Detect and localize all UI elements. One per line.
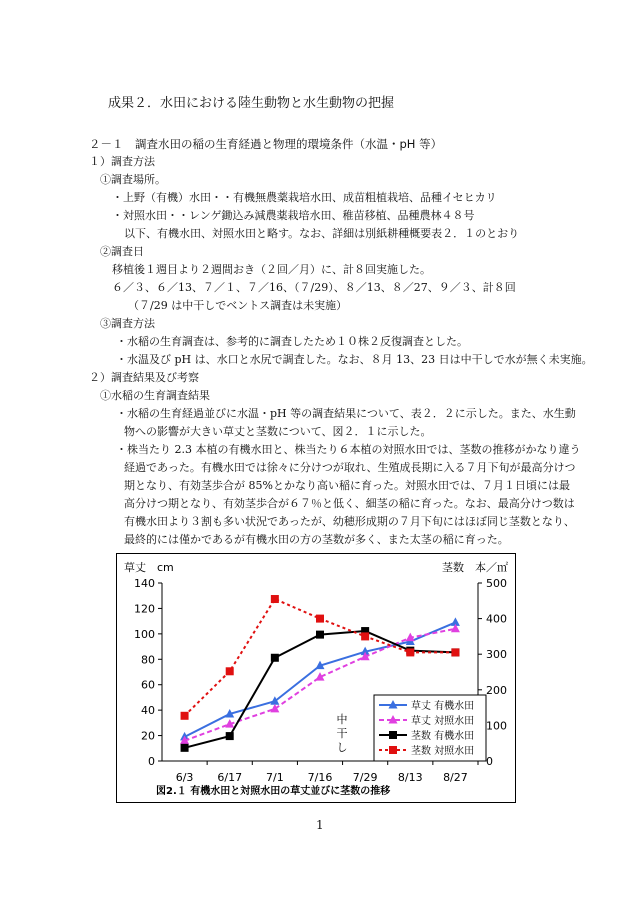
right-tick-label: 0: [486, 755, 493, 768]
right-tick-label: 300: [486, 648, 507, 662]
text-line: ・水稲の生育経過並びに水温・pH 等の調査結果について、表２．２に示した。また、水生動: [116, 407, 576, 420]
legend-label: 草丈 有機水田: [411, 701, 475, 712]
text-line: 期となり、有効茎歩合が 85%とかなり高い稲に育った。対照水田では、７月１日頃には最: [124, 479, 570, 492]
right-axis-title: 茎数 本／㎡: [442, 561, 508, 574]
text-line: ・株当たり 2.3 本植の有機水田と、株当たり６本植の対照水田では、茎数の推移がかなり違う: [116, 443, 581, 456]
page-number: 1: [316, 818, 324, 832]
data-point-square: [181, 712, 189, 720]
left-tick-label: 100: [134, 627, 155, 641]
subheading-method: ③調査方法: [100, 317, 155, 330]
data-point-square: [451, 648, 459, 656]
legend-label: 茎数 対照水田: [411, 746, 475, 757]
right-tick-label: 500: [486, 577, 507, 590]
growth-chart: [116, 553, 516, 803]
data-point-square: [181, 744, 189, 752]
subheading-dates: ②調査日: [100, 245, 144, 258]
page-title: 成果２．水田における陸生動物と水生動物の把握: [108, 96, 395, 111]
data-point-square: [316, 631, 324, 639]
left-axis-title: 草丈 cm: [124, 561, 174, 574]
left-tick-label: 60: [141, 678, 155, 692]
legend-label: 草丈 対照水田: [411, 716, 475, 727]
section-heading: ２－１ 調査水田の稲の生育経過と物理的環境条件（水温・pH 等）: [89, 137, 443, 151]
subheading-growth: ①水稲の生育調査結果: [100, 389, 210, 402]
x-tick-label: 7/29: [352, 771, 378, 784]
right-tick-label: 200: [486, 683, 507, 697]
text-line: ・上野（有機）水田・・有機無農薬栽培水田、成苗粗植栽培、品種イセヒカリ: [112, 191, 497, 204]
subheading-location: ①調査場所。: [100, 173, 166, 186]
x-tick-label: 7/1: [266, 771, 284, 784]
x-tick-label: 6/17: [217, 771, 243, 784]
left-tick-label: 80: [141, 653, 155, 667]
data-point-square: [271, 595, 279, 603]
text-line: ・対照水田・・レンゲ鋤込み減農薬栽培水田、稚苗移植、品種農林４８号: [112, 209, 475, 222]
text-line: ・水稲の生育調査は、参考的に調査したため１０株２反復調査とした。: [116, 335, 468, 348]
text-line: 高分けつ期となり、有効茎歩合が６７％と低く、細茎の稲に育った。なお、最高分けつ数は: [124, 497, 575, 510]
annotation-char: 干: [336, 727, 348, 740]
data-point-square: [271, 654, 279, 662]
x-tick-label: 8/27: [443, 771, 468, 784]
data-point-square: [226, 732, 234, 740]
x-tick-label: 6/3: [175, 771, 194, 784]
heading-results: ２）調査結果及び考察: [89, 371, 199, 384]
left-tick-label: 20: [141, 729, 155, 743]
left-tick-label: 120: [134, 602, 155, 616]
data-point-square: [406, 648, 414, 656]
annotation-char: し: [336, 741, 348, 754]
left-tick-label: 140: [134, 577, 155, 590]
text-line: 以下、有機水田、対照水田と略す。なお、詳細は別紙耕種概要表２．１のとおり: [124, 227, 520, 240]
text-line: 物への影響が大きい草丈と茎数について、図２．１に示した。: [124, 425, 432, 438]
heading-methods: １）調査方法: [89, 155, 155, 168]
text-line: ６／３、６／13、７／１、７／16、（７/29）、８／13、８／27、９／３、計８回: [112, 281, 516, 294]
text-line: （７/29 は中干しでベントス調査は未実施）: [128, 299, 348, 312]
annotation-char: 中: [336, 713, 348, 726]
right-tick-label: 100: [486, 719, 507, 733]
right-tick-label: 400: [486, 612, 507, 626]
chart-frame: [117, 554, 516, 803]
x-tick-label: 7/16: [307, 771, 333, 784]
text-line: 最終的には僅かであるが有機水田の方の茎数が多く、また太茎の稲に育った。: [124, 533, 509, 546]
left-tick-label: 40: [141, 704, 155, 718]
legend-swatch-marker: [389, 731, 397, 739]
text-line: 有機水田より３割も多い状況であったが、幼穂形成期の７月下旬にはほぼ同じ茎数となり、: [124, 515, 575, 528]
text-line: 移植後１週目より２週間おき（２回／月）に、計８回実施した。: [112, 263, 431, 276]
x-tick-label: 8/13: [397, 771, 423, 784]
chart-caption: 図2.１ 有機水田と対照水田の草丈並びに茎数の推移: [156, 786, 391, 797]
data-point-square: [361, 632, 369, 640]
data-point-square: [226, 667, 234, 675]
legend-label: 茎数 有機水田: [411, 731, 475, 742]
left-tick-label: 0: [148, 755, 155, 768]
data-point-square: [316, 615, 324, 623]
text-line: ・水温及び pH は、水口と水尻で調査した。なお、８月 13、23 日は中干しで水が無く未実施。: [116, 353, 593, 366]
growth-chart-svg: [116, 553, 516, 803]
text-line: 経過であった。有機水田では徐々に分けつが取れ、生殖成長期に入る７月下旬が最高分けつ: [124, 461, 576, 474]
legend-swatch-marker: [389, 746, 397, 754]
